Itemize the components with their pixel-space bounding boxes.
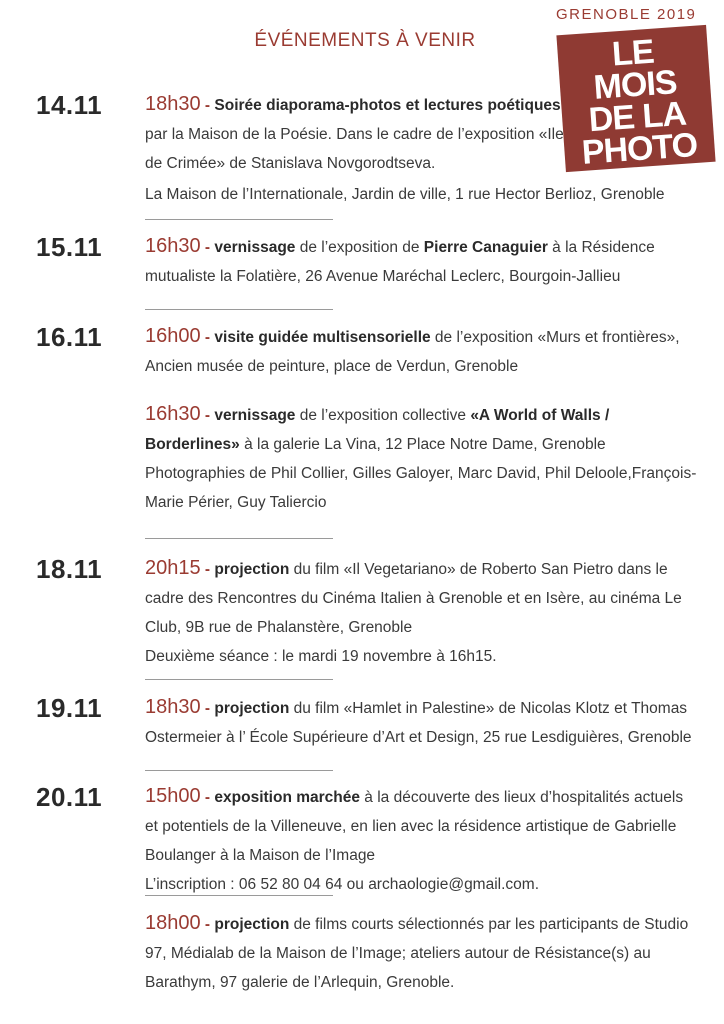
event-dash: - [200, 700, 215, 717]
event-time: 18h30 [145, 696, 201, 718]
event-title: visite guidée multisensorielle [214, 329, 431, 346]
event-text: à la galerie La Vina, 12 Place Notre Dame, Grenoble Photographies de Phil Collier, Gilles Galoyer, Marc David, Phil Deloole,François-Marie Périer, Guy Taliercio [145, 436, 697, 511]
event-title: projection [214, 561, 290, 578]
event-text: de l’exposition «Murs et frontières», Ancien musée de peinture, place de Verdun, Grenoble [145, 329, 680, 375]
event-title: Soirée diaporama-photos et lectures poétiques [214, 97, 561, 114]
logo-line: LE [610, 32, 655, 74]
logo-line: DE LA [587, 94, 687, 140]
logo-line: MOIS [592, 63, 678, 107]
event-contact: L’inscription : 06 52 80 04 64 ou archaologie@gmail.com. [145, 876, 540, 893]
divider [145, 895, 333, 896]
event-item [145, 322, 700, 381]
event-date: 15.11 [36, 232, 103, 262]
event-time: 20h15 [145, 557, 201, 579]
event-item [145, 90, 565, 178]
event-date: 19.11 [36, 693, 103, 723]
event-text: de l’exposition collective [295, 407, 471, 424]
event-date: 20.11 [36, 782, 103, 812]
event-dash: - [200, 789, 215, 806]
event-time: 18h30 [145, 93, 201, 115]
logo [556, 25, 715, 172]
event-time: 18h00 [145, 912, 201, 934]
event-item [145, 909, 700, 997]
event-title: exposition marchée [214, 789, 360, 806]
event-text: à la découverte des lieux d’hospitalités actuels et potentiels de la Villeneuve, en lien avec la résidence artistique de Gabrielle Boulanger à la Maison de l’Image [145, 789, 684, 864]
event-dash: - [200, 329, 215, 346]
event-time: 16h30 [145, 403, 201, 425]
event-item [145, 232, 700, 291]
event-dash: - [200, 407, 215, 424]
event-text: à la Résidence mutualiste la Folatière, 26 Avenue Maréchal Leclerc, Bourgoin-Jallieu [145, 239, 655, 285]
divider [145, 219, 333, 220]
event-text: de l’exposition de [295, 239, 424, 256]
event-dash: - [200, 97, 215, 114]
event-time: 15h00 [145, 785, 201, 807]
event-artist: Pierre Canaguier [423, 239, 548, 256]
event-dash: - [200, 916, 215, 933]
event-time: 16h00 [145, 325, 201, 347]
event-text: par la Maison de la Poésie. Dans le cadre de l’exposition «Ile de Crimée» de Stanislava Novgorodtseva. [145, 126, 564, 172]
event-title: projection [214, 916, 290, 933]
event-date: 14.11 [36, 90, 103, 120]
event-date: 16.11 [36, 322, 103, 352]
divider [145, 538, 333, 539]
divider [145, 309, 333, 310]
event-text: du film «Il Vegetariano» de Roberto San Pietro dans le cadre des Rencontres du Cinéma Italien à Grenoble et en Isère, au cinéma Le Club, 9B rue de Phalanstère, Grenoble [145, 561, 682, 636]
event-text: de films courts sélectionnés par les participants de Studio 97, Médialab de la Maison de l’Image; ateliers autour de Résistance(s) au Barathym, 97 galerie de l’Arlequin, Grenoble. [145, 916, 689, 991]
event-title: vernissage [214, 407, 296, 424]
event-item [145, 554, 700, 671]
event-exhibition: «A World of Walls / Borderlines» [145, 407, 610, 453]
event-title: vernissage [214, 239, 296, 256]
event-text: du film «Hamlet in Palestine» de Nicolas Klotz et Thomas Ostermeier à l’ École Supérieure d’Art et Design, 25 rue Lesdiguières, Grenoble [145, 700, 692, 746]
divider [145, 679, 333, 680]
event-dash: - [200, 561, 215, 578]
event-title: projection [214, 700, 290, 717]
logo-line: PHOTO [580, 125, 699, 172]
logo-caption: GRENOBLE 2019 [556, 6, 697, 23]
event-item [145, 782, 700, 899]
event-location: La Maison de l’Internationale, Jardin de ville, 1 rue Hector Berlioz, Grenoble [145, 186, 665, 203]
event-dash: - [200, 239, 215, 256]
event-item [145, 693, 700, 752]
event-item [145, 400, 700, 517]
event-time: 16h30 [145, 235, 201, 257]
event-date: 18.11 [36, 554, 103, 584]
event-note: Deuxième séance : le mardi 19 novembre à 16h15. [145, 648, 497, 665]
divider [145, 770, 333, 771]
page-title: ÉVÉNEMENTS À VENIR [254, 30, 476, 51]
